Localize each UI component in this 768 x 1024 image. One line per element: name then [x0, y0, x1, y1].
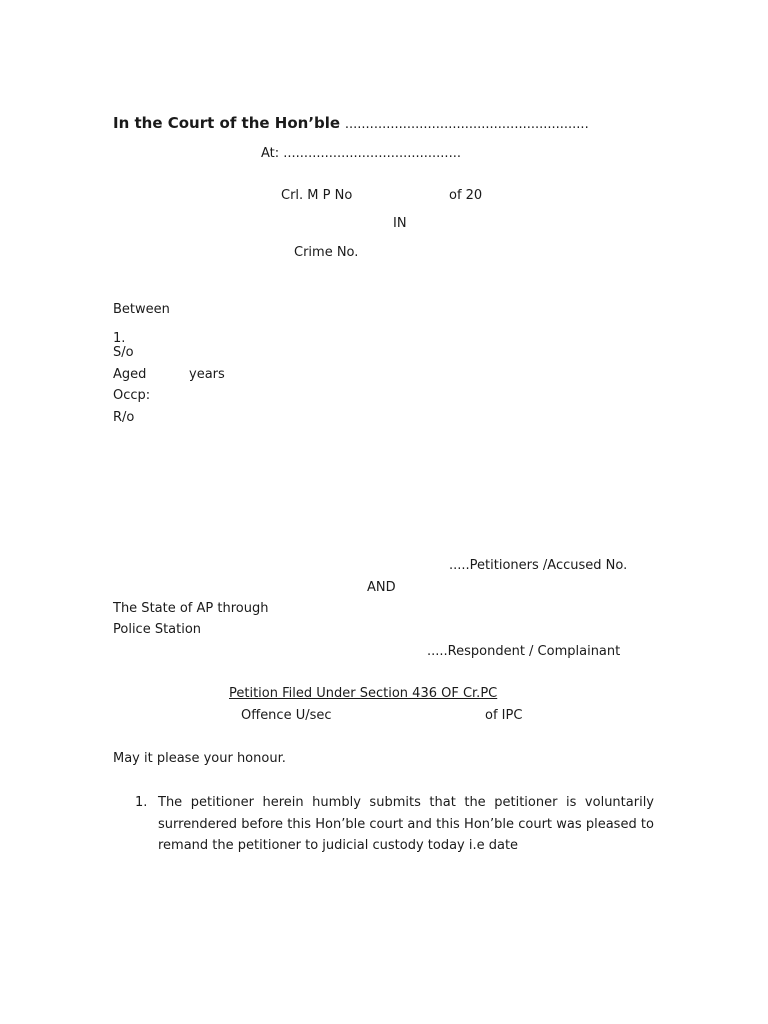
- resident-of-label: R/o: [113, 410, 135, 425]
- petition-title: Petition Filed Under Section 436 OF Cr.PC: [229, 686, 498, 701]
- court-heading: [113, 115, 589, 133]
- aged-label: Aged: [113, 367, 147, 382]
- respondent-line-1: The State of AP through: [113, 601, 269, 616]
- in-word: IN: [393, 216, 407, 231]
- between-label: Between: [113, 302, 170, 317]
- son-of-label: S/o: [113, 345, 134, 360]
- petitioner-number: 1.: [113, 331, 126, 346]
- salutation: May it please your honour.: [113, 751, 286, 766]
- of-year: of 20: [449, 188, 483, 203]
- list-item-number: 1.: [135, 795, 148, 810]
- respondent-line-2: Police Station: [113, 622, 202, 637]
- respondent-role: .....Respondent / Complainant: [427, 644, 621, 659]
- court-dots: ...........................................................: [344, 117, 589, 132]
- at-line: At: ...........................................: [261, 146, 461, 161]
- petitioner-role: .....Petitioners /Accused No.: [449, 558, 628, 573]
- ipc-label: of IPC: [485, 708, 523, 723]
- list-item-text: The petitioner herein humbly submits that the petitioner is voluntarily surrendered before this Hon’ble court and this Hon’ble court was pleased to remand the petitioner to judicial custody today i.e date: [158, 795, 654, 853]
- years-label: years: [189, 367, 225, 382]
- court-prefix: In the Court of the Hon’ble: [113, 114, 341, 132]
- crime-no: Crime No.: [294, 245, 359, 260]
- offence-label: Offence U/sec: [241, 708, 332, 723]
- and-word: AND: [367, 580, 396, 595]
- occupation-label: Occp:: [113, 388, 151, 403]
- crl-mp-no: Crl. M P No: [281, 188, 353, 203]
